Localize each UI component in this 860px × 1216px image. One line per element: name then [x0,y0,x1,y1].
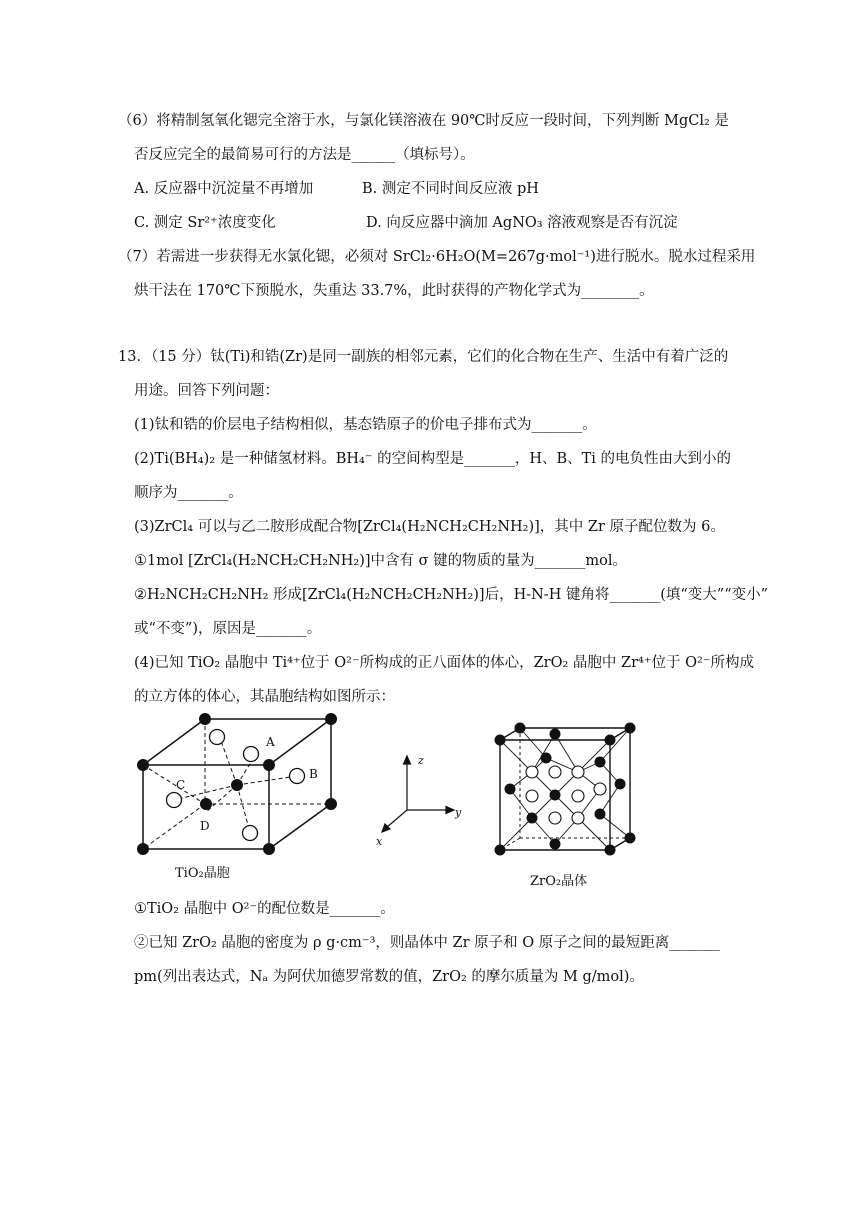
q13-part2-line1: (2)Ti(BH₄)₂ 是一种储氢材料。BH₄⁻ 的空间构型是_______，H、B、Ti 的电负性由大到小的 [134,451,732,467]
axis-z-label: z [418,754,424,767]
tio2-caption: TiO₂晶胞 [175,866,230,881]
q13-part3-sub1: ①1mol [ZrCl₄(H₂NCH₂CH₂NH₂)]中含有 σ 键的物质的量为_______mol。 [134,553,628,569]
q6-option-c: C. 测定 Sr²⁺浓度变化 [134,215,276,231]
q13-part3-sub2-line2: 或“不变”)，原因是_______。 [134,621,322,637]
axis-x-label: x [376,835,383,848]
q13-part4-line2: 的立方体的体心，其晶胞结构如图所示： [134,689,395,705]
q6-line2: 否反应完全的最简易可行的方法是______（填标号）。 [134,147,475,163]
q6-option-b: B. 测定不同时间反应液 pH [362,181,539,197]
q13-part3-sub2-line1: ②H₂NCH₂CH₂NH₂ 形成[ZrCl₄(H₂NCH₂CH₂NH₂)]后，H-N-H 键角将_______(填“变大”“变小” [134,587,769,603]
q6-option-a: A. 反应器中沉淀量不再增加 [134,181,314,197]
atom-label-c: C [176,778,186,792]
q6-line1: （6）将精制氢氧化锶完全溶于水，与氯化镁溶液在 90℃时反应一段时间，下列判断 MgCl₂ 是 [118,113,729,129]
q13-part4-sub2-line1: ②已知 ZrO₂ 晶胞的密度为 ρ g·cm⁻³，则晶体中 Zr 原子和 O 原子之间的最短距离_______ [134,935,720,951]
axis-y-label: y [455,806,462,819]
tio2-unit-cell-diagram [130,712,350,882]
xyz-axes-diagram [372,750,462,850]
atom-label-d: D [200,819,210,833]
atom-label-a: A [266,735,275,749]
q7-line1: （7）若需进一步获得无水氯化锶，必须对 SrCl₂·6H₂O(M=267g·mol⁻¹)进行脱水。脱水过程采用 [118,249,756,265]
q13-header-line1: 13．（15 分）钛(Ti)和锆(Zr)是同一副族的相邻元素，它们的化合物在生产、生活中有着广泛的 [118,349,729,365]
q13-part4-line1: (4)已知 TiO₂ 晶胞中 Ti⁴⁺位于 O²⁻所构成的正八面体的体心，ZrO₂ 晶胞中 Zr⁴⁺位于 O²⁻所构成 [134,655,754,671]
zro2-caption: ZrO₂晶体 [530,874,588,889]
q13-part3: (3)ZrCl₄ 可以与乙二胺形成配合物[ZrCl₄(H₂NCH₂CH₂NH₂)]，其中 Zr 原子配位数为 6。 [134,519,725,535]
q13-part4-sub2-line2: pm(列出表达式，Nₐ 为阿伏加德罗常数的值，ZrO₂ 的摩尔质量为 M g/mol)。 [134,969,644,985]
q13-part2-line2: 顺序为_______。 [134,485,243,501]
q13-part4-sub1: ①TiO₂ 晶胞中 O²⁻的配位数是_______。 [134,901,395,917]
atom-label-b: B [309,767,318,781]
q7-line2: 烘干法在 170℃下预脱水，失重达 33.7%，此时获得的产物化学式为________。 [134,283,654,299]
q13-part1: (1)钛和锆的价层电子结构相似，基态锆原子的价电子排布式为_______。 [134,417,597,433]
q13-header-line2: 用途。回答下列问题： [134,383,279,399]
q6-option-d: D. 向反应器中滴加 AgNO₃ 溶液观察是否有沉淀 [366,215,678,231]
zro2-crystal-diagram [492,722,642,867]
